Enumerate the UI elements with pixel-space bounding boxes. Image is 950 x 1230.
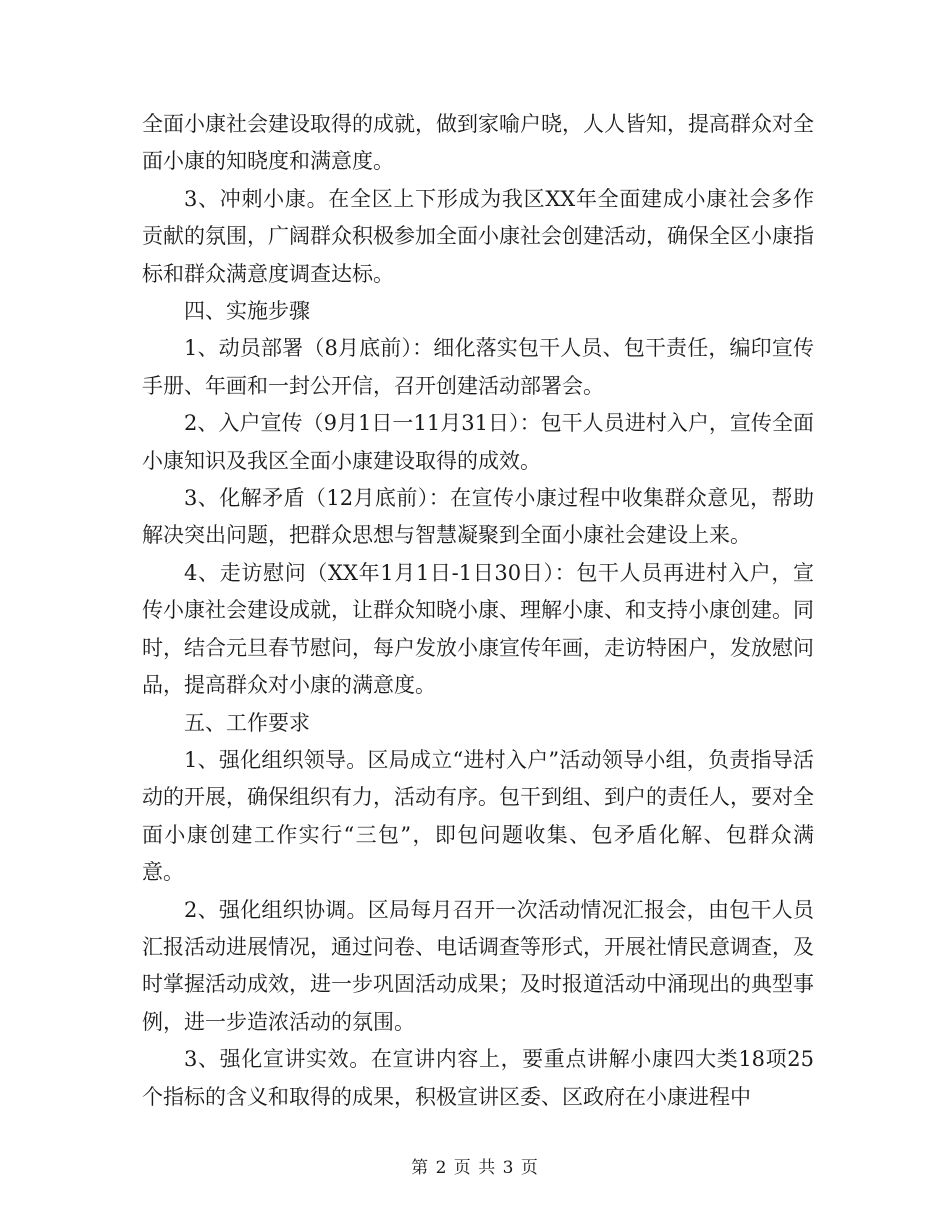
paragraph-item: 1、动员部署（8月底前）：细化落实包干人员、包干责任，编印宣传手册、年画和一封公开信，召开创建活动部署会。	[142, 336, 814, 398]
paragraph-item: 2、强化组织协调。区局每月召开一次活动情况汇报会，由包干人员汇报活动进展情况，通过问卷、电话调查等形式，开展社情民意调查，及时掌握活动成效，进一步巩固活动成果；及时报道活动中涌现出的典型事例，进一步造浓活动的氛围。	[142, 897, 814, 1034]
section-heading: 四、实施步骤	[184, 299, 310, 324]
paragraph-item: 2、入户宣传（9月1日一11月31日）：包干人员进村入户，宣传全面小康知识及我区全面小康建设取得的成效。	[142, 411, 814, 473]
paragraph-item: 4、走访慰问（XX年1月1日-1日30日）：包干人员再进村入户，宣传小康社会建设成就，让群众知晓小康、理解小康、和支持小康创建。同时，结合元旦春节慰问，每户发放小康宣传年画，走访特困户，发放慰问品，提高群众对小康的满意度。	[142, 560, 814, 698]
paragraph-item: 3、强化宣讲实效。在宣讲内容上，要重点讲解小康四大类18项25个指标的含义和取得的成果，积极宣讲区委、区政府在小康进程中	[142, 1047, 814, 1109]
document-body	[142, 106, 814, 1116]
section-heading: 五、工作要求	[184, 710, 310, 735]
paragraph-item: 1、强化组织领导。区局成立“进村入户”活动领导小组，负责指导活动的开展，确保组织有力，活动有序。包干到组、到户的责任人，要对全面小康创建工作实行“三包”，即包问题收集、包矛盾化解、包群众满意。	[142, 747, 814, 885]
page-footer	[0, 1153, 950, 1178]
paragraph-item: 3、冲刺小康。在全区上下形成为我区XX年全面建成小康社会多作贡献的氛围，广阔群众积极参加全面小康社会创建活动，确保全区小康指标和群众满意度调查达标。	[142, 186, 814, 286]
paragraph-item: 3、化解矛盾（12月底前）：在宣传小康过程中收集群众意见，帮助解决突出问题，把群众思想与智慧凝聚到全面小康社会建设上来。	[142, 486, 814, 548]
page-number-label: 第 2 页 共 3 页	[411, 1158, 539, 1178]
paragraph-continuation: 全面小康社会建设取得的成就，做到家喻户晓，人人皆知，提高群众对全面小康的知晓度和满意度。	[142, 112, 814, 174]
